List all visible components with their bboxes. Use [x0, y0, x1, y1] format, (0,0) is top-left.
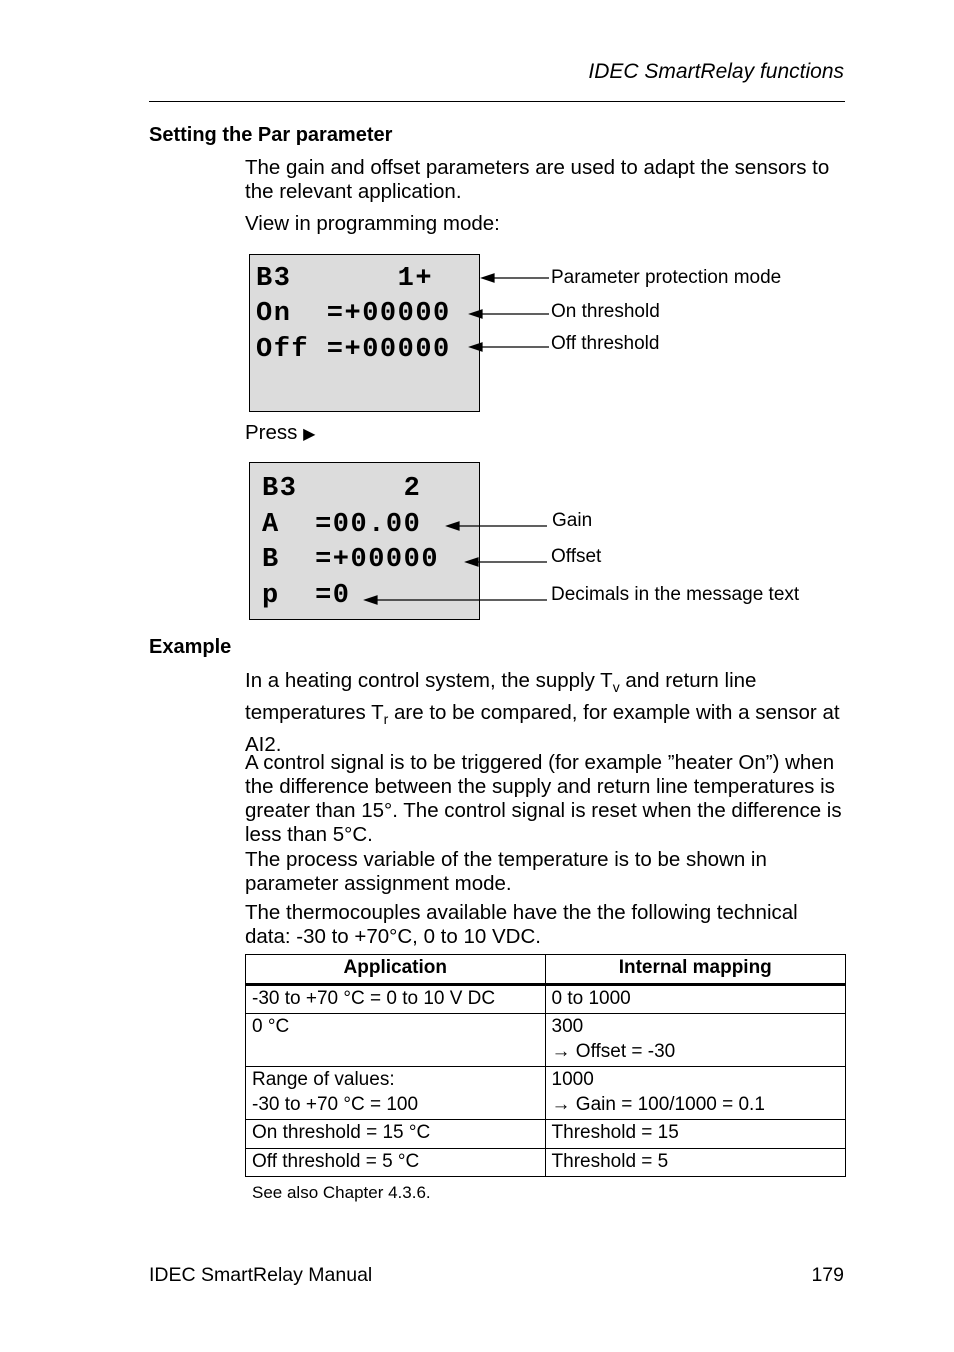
lcd-line: p =0	[262, 581, 351, 611]
table-cell: Off threshold = 5 °C	[246, 1148, 546, 1177]
right-arrow-icon: ▶	[303, 426, 316, 443]
arrowhead-icon	[470, 310, 482, 318]
paragraph: The process variable of the temperature is to be shown in parameter assignment mode.	[245, 848, 767, 895]
section-heading: Example	[149, 636, 232, 658]
callout-label: Parameter protection mode	[551, 267, 782, 288]
table-row	[246, 984, 846, 1014]
paragraph: The gain and offset parameters are used to adapt the sensors to the relevant application.	[245, 156, 830, 203]
mapping-table	[245, 954, 846, 1177]
lcd-line: B =+00000	[262, 545, 440, 575]
table-note: See also Chapter 4.3.6.	[252, 1183, 431, 1202]
paragraph: View in programming mode:	[245, 212, 500, 235]
arrowhead-icon	[482, 274, 494, 282]
footer-title: IDEC SmartRelay Manual	[149, 1264, 373, 1286]
table-cell: Threshold = 15	[545, 1120, 845, 1149]
table-cell: Threshold = 5	[545, 1148, 845, 1177]
lcd-line: B3 2	[262, 474, 422, 504]
table-cell: -30 to +70 °C = 0 to 10 V DC	[246, 984, 546, 1014]
arrowhead-icon	[447, 522, 459, 530]
table-cell: On threshold = 15 °C	[246, 1120, 546, 1149]
table-cell: Range of values: -30 to +70 °C = 100	[246, 1067, 546, 1120]
arrowhead-icon	[470, 343, 482, 351]
lcd-line: B3 1+	[256, 264, 434, 294]
running-header: IDEC SmartRelay functions	[588, 60, 844, 83]
press-label: Press	[245, 421, 298, 444]
callout-label: Gain	[552, 510, 593, 531]
table-cell: 0 °C	[246, 1014, 546, 1067]
callout-label: On threshold	[551, 301, 660, 322]
column-header: Internal mapping	[545, 955, 845, 985]
arrowhead-icon	[466, 558, 478, 566]
paragraph: In a heating control system, the supply $T_v$ and return line temperatures $T_r$ are to be compared, for example with a sensor at AI2.	[245, 669, 840, 757]
lcd-line: Off =+00000	[256, 335, 451, 365]
lcd-line: On =+00000	[256, 299, 451, 329]
table-row	[246, 1120, 846, 1149]
table-row	[246, 1067, 846, 1120]
table-cell: 300 → Offset = -30	[545, 1014, 845, 1067]
page-number: 179	[811, 1264, 844, 1286]
section-heading: Setting the Par parameter	[149, 124, 393, 146]
paragraph: A control signal is to be triggered (for example ”heater On”) when the difference between the supply and return line temperatures is greater than 15°. The control signal is reset when the difference is less than 5°C.	[245, 751, 842, 846]
table-header-row	[246, 955, 846, 985]
lcd-line: A =00.00	[262, 510, 422, 540]
table-row	[246, 1148, 846, 1177]
callout-label: Off threshold	[551, 333, 660, 354]
table-cell: 1000 → Gain = 100/1000 = 0.1	[545, 1067, 845, 1120]
paragraph: The thermocouples available have the the following technical data: -30 to +70°C, 0 to 10 VDC.	[245, 901, 798, 948]
column-header: Application	[246, 955, 546, 985]
callout-label: Decimals in the message text	[551, 584, 800, 605]
arrowhead-icon	[365, 596, 377, 604]
table-row	[246, 1014, 846, 1067]
table-cell: 0 to 1000	[545, 984, 845, 1014]
callout-label: Offset	[551, 546, 602, 567]
